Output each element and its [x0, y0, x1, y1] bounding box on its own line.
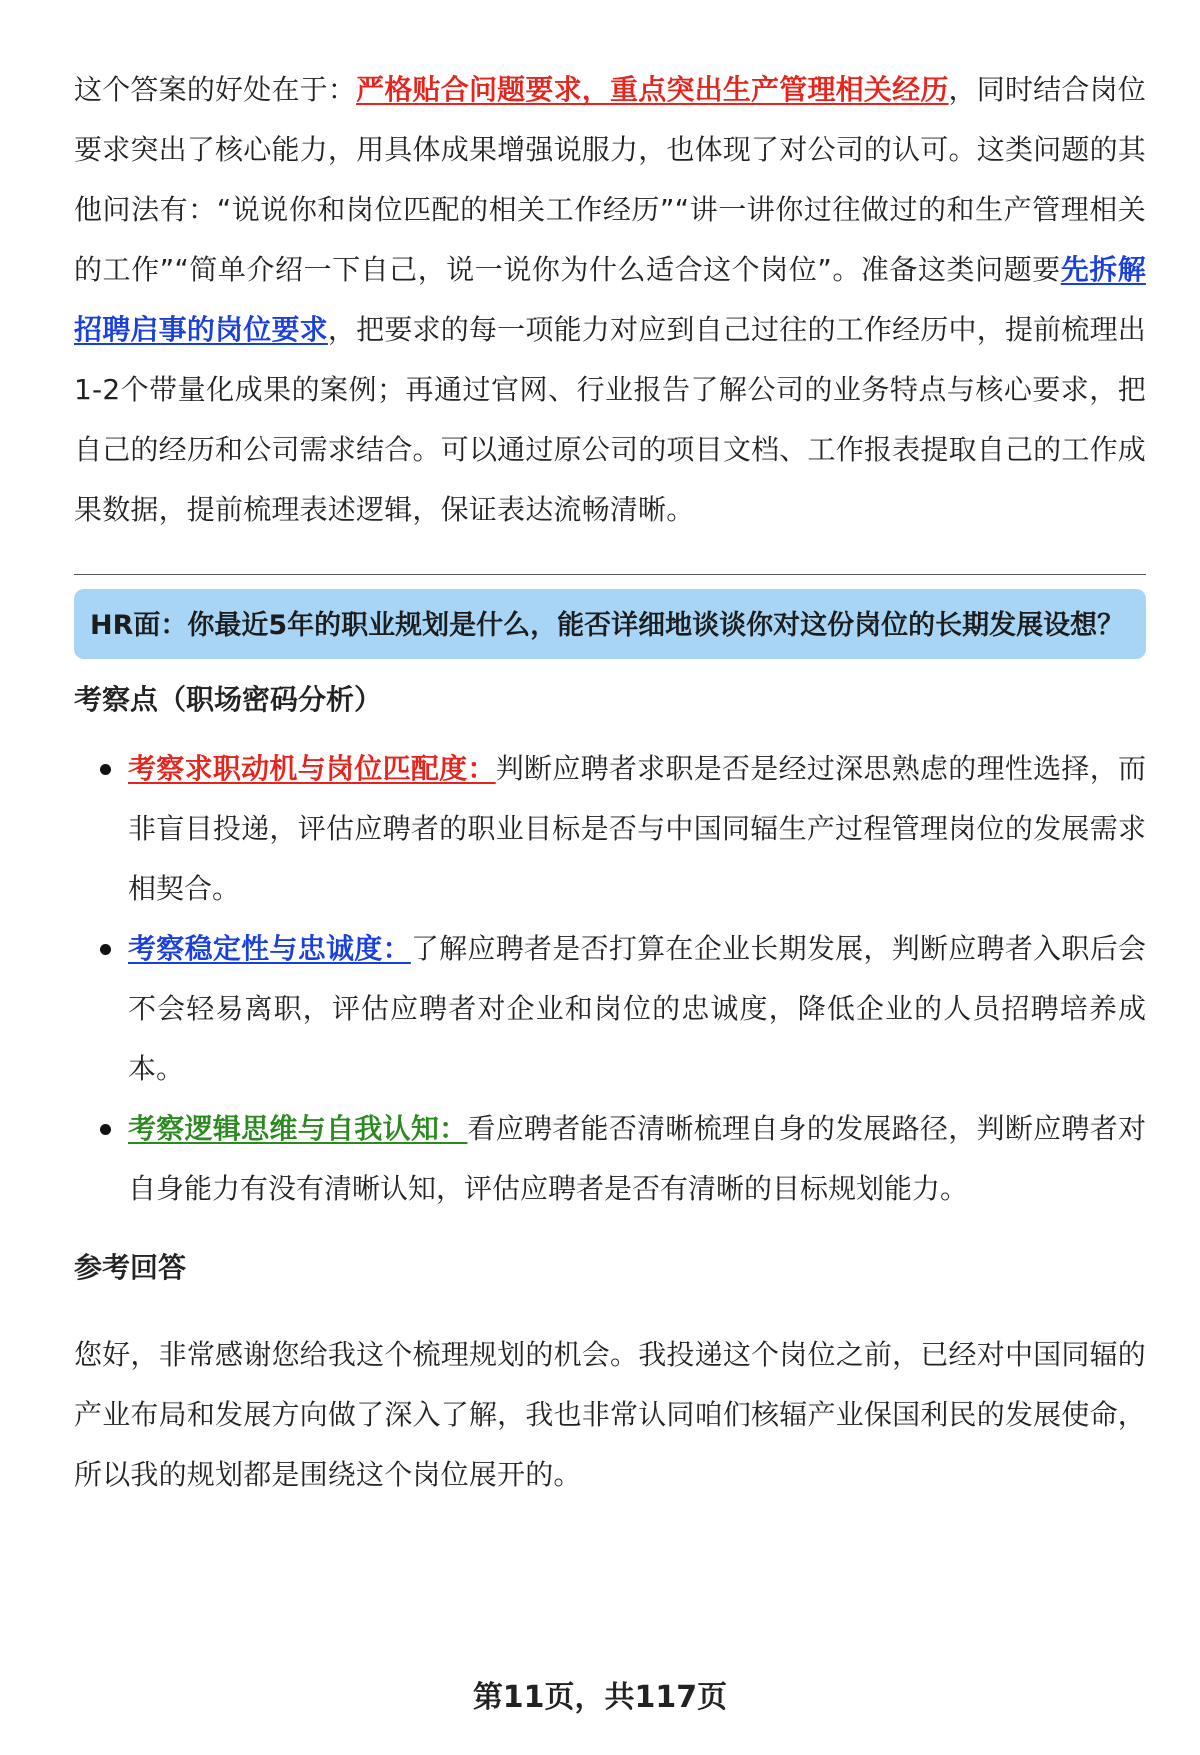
answer-heading: 参考回答: [74, 1251, 187, 1284]
intro-text-pre: 这个答案的好处在于：: [74, 73, 357, 106]
analysis-item-text: 了解应聘者是否打算在企业长期发展，判断应聘者入职后会不会轻易离职，评估应聘者对企业和岗位的忠诚度，降低企业的人员招聘培养成本。: [128, 932, 1146, 1085]
analysis-item-text: 看应聘者能否清晰梳理自身的发展路径，判断应聘者对自身能力有没有清晰认知，评估应聘者是否有清晰的目标规划能力。: [128, 1112, 1146, 1205]
analysis-list: [74, 739, 1146, 1219]
analysis-item-text: 判断应聘者求职是否是经过深思熟虑的理性选择，而非盲目投递，评估应聘者的职业目标是否与中国同辐生产过程管理岗位的发展需求相契合。: [128, 752, 1146, 905]
question-box: [74, 589, 1146, 659]
bullet-icon: [100, 764, 111, 775]
analysis-item-stability: [74, 919, 1146, 1099]
bullet-icon: [100, 944, 111, 955]
intro-text-mid: ，同时结合岗位要求突出了核心能力，用具体成果增强说服力，也体现了对公司的认可。这类问题的其他问法有：“说说你和岗位匹配的相关工作经历”“讲一讲你过往做过的和生产管理相关的工作”“简单介绍一下自己，说一说你为什么适合这个岗位”。准备这类问题要: [74, 73, 1146, 286]
question-text: HR面：你最近5年的职业规划是什么，能否详细地谈谈你对这份岗位的长期发展设想？: [90, 610, 1125, 641]
analysis-item-label: 考察逻辑思维与自我认知：: [128, 1112, 468, 1145]
bullet-icon: [100, 1124, 111, 1135]
document-page: [74, 60, 1146, 1505]
analysis-item-label: 考察稳定性与忠诚度：: [128, 932, 411, 965]
page-footer: 第11页，共117页: [472, 1680, 728, 1715]
intro-paragraph: [74, 60, 1146, 540]
intro-highlight-blue: 先拆解招聘启事的岗位要求: [74, 253, 1146, 346]
analysis-item-label: 考察求职动机与岗位匹配度：: [128, 752, 496, 785]
analysis-item-logic: [74, 1099, 1146, 1219]
answer-paragraph: 您好，非常感谢您给我这个梳理规划的机会。我投递这个岗位之前，已经对中国同辐的产业布局和发展方向做了深入了解，我也非常认同咱们核辐产业保国利民的发展使命，所以我的规划都是围绕这个岗位展开的。: [74, 1338, 1146, 1491]
section-divider: [74, 574, 1146, 575]
intro-highlight-red: 严格贴合问题要求，重点突出生产管理相关经历: [356, 73, 949, 106]
analysis-item-motivation: [74, 739, 1146, 919]
intro-text-post: ，把要求的每一项能力对应到自己过往的工作经历中，提前梳理出1-2个带量化成果的案例；再通过官网、行业报告了解公司的业务特点与核心要求，把自己的经历和公司需求结合。可以通过原公司的项目文档、工作报表提取自己的工作成果数据，提前梳理表述逻辑，保证表达流畅清晰。: [74, 313, 1146, 526]
analysis-heading: 考察点（职场密码分析）: [74, 683, 383, 716]
